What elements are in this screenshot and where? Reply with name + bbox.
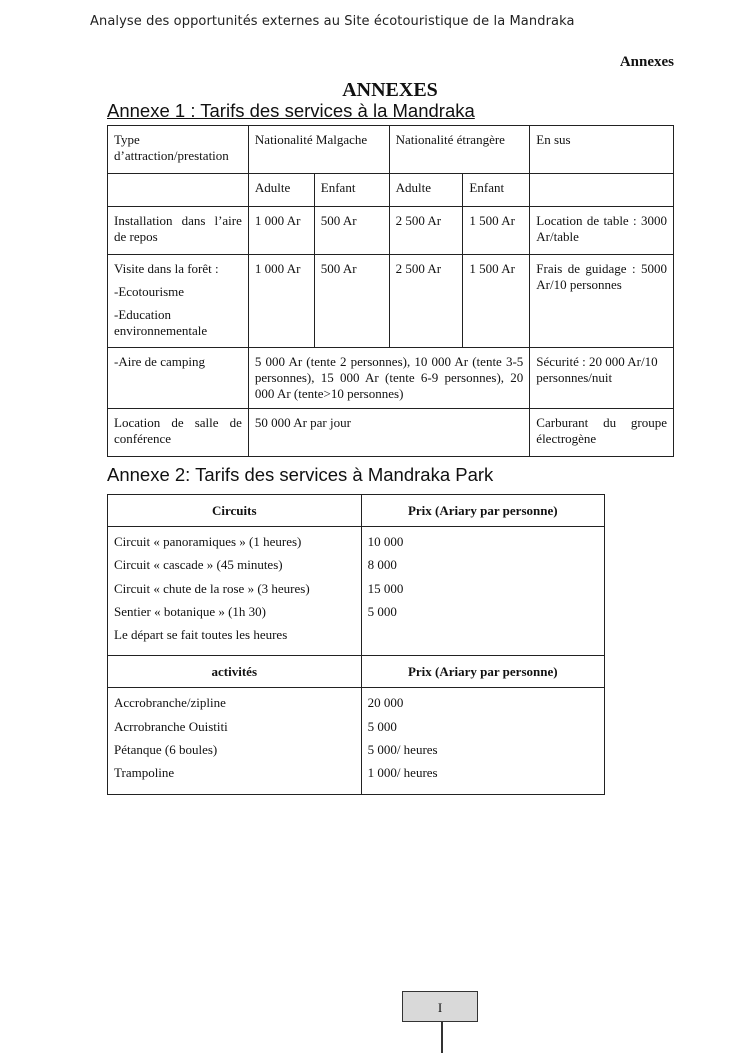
row-salle-label: Location de salle de conférence: [108, 409, 249, 457]
subheader-empty: [108, 174, 249, 207]
subheader-enfant-et: Enfant: [463, 174, 530, 207]
list-item: 10 000: [367, 534, 404, 549]
cell-en-sus: Frais de guidage : 5000 Ar/10 personnes: [530, 255, 674, 348]
tarifs-park-table: [107, 494, 605, 795]
table-row: [108, 207, 674, 255]
cell-price: 2 500 Ar: [389, 255, 463, 348]
cell-en-sus: Location de table : 3000 Ar/table: [530, 207, 674, 255]
circuits-header-row: [108, 495, 605, 527]
table-row: [108, 348, 674, 409]
page-number-stem: [441, 1022, 443, 1053]
cell-price: 500 Ar: [314, 207, 389, 255]
subheader-adulte-et: Adulte: [389, 174, 463, 207]
activites-body-row: [108, 688, 605, 794]
list-item: 8 000: [367, 557, 397, 573]
row-camping-label: -Aire de camping: [108, 348, 249, 409]
circuits-header: Circuits: [108, 495, 362, 527]
prix-header-2: Prix (Ariary par personne): [361, 656, 604, 688]
activites-prices: [361, 688, 604, 794]
list-item: 5 000: [367, 718, 397, 734]
header-malgache: Nationalité Malgache: [248, 126, 389, 174]
list-item: Trampoline: [114, 765, 175, 781]
list-item: 5 000/ heures: [367, 742, 438, 758]
cell-price: 500 Ar: [314, 255, 389, 348]
visite-sub-education: -Education environnementale: [114, 307, 208, 338]
circuits-names: [108, 527, 362, 656]
activites-names: [108, 688, 362, 794]
cell-price: 1 500 Ar: [463, 207, 530, 255]
header-etrangere: Nationalité étrangère: [389, 126, 530, 174]
cell-price: 2 500 Ar: [389, 207, 463, 255]
circuits-prices: [361, 527, 604, 656]
table-row: [108, 255, 674, 348]
subheader-enfant-mg: Enfant: [314, 174, 389, 207]
visite-title: Visite dans la forêt :: [114, 261, 219, 276]
circuits-note: Le départ se fait toutes les heures: [114, 627, 288, 643]
subheader-adulte-mg: Adulte: [248, 174, 314, 207]
list-item: Circuit « cascade » (45 minutes): [114, 557, 283, 573]
tarifs-mandraka-table: [107, 125, 674, 457]
activites-header: activités: [108, 656, 362, 688]
list-item: 1 000/ heures: [367, 765, 438, 781]
activites-header-row: [108, 656, 605, 688]
circuits-body-row: [108, 527, 605, 656]
cell-salle-tarif: 50 000 Ar par jour: [248, 409, 529, 457]
list-item: Accrobranche/zipline: [114, 695, 226, 711]
table-header-row: [108, 126, 674, 174]
prix-header: Prix (Ariary par personne): [361, 495, 604, 527]
annexe1-heading: Annexe 1 : Tarifs des services à la Mandraka: [107, 100, 475, 121]
header-en-sus: En sus: [530, 126, 674, 174]
list-item: Acrrobranche Ouistiti: [114, 718, 228, 734]
page-number: I: [402, 991, 478, 1022]
row-installation-label: Installation dans l’aire de repos: [108, 207, 249, 255]
cell-price: 1 500 Ar: [463, 255, 530, 348]
cell-price: 1 000 Ar: [248, 207, 314, 255]
page-title: ANNEXES: [342, 79, 438, 101]
cell-en-sus: Carburant du groupe électrogène: [530, 409, 674, 457]
section-label: Annexes: [619, 54, 674, 70]
list-item: 20 000: [367, 695, 404, 711]
cell-price: 1 000 Ar: [248, 255, 314, 348]
cell-camping-tarif: 5 000 Ar (tente 2 personnes), 10 000 Ar (tente 3-5 personnes), 15 000 Ar (tente 6-9 personnes), 20 000 Ar (tente>10 personnes): [248, 348, 529, 409]
cell-en-sus: Sécurité : 20 000 Ar/10 personnes/nuit: [530, 348, 674, 409]
subheader-empty-2: [530, 174, 674, 207]
list-item: Circuit « chute de la rose » (3 heures): [114, 580, 310, 596]
list-item: Pétanque (6 boules): [114, 742, 218, 758]
list-item: 5 000: [367, 603, 397, 619]
running-header: Analyse des opportunités externes au Site écotouristique de la Mandraka: [90, 14, 575, 29]
list-item: Sentier « botanique » (1h 30): [114, 603, 266, 619]
table-row: [108, 409, 674, 457]
table-subheader-row: [108, 174, 674, 207]
list-item: 15 000: [367, 580, 404, 596]
list-item: Circuit « panoramiques » (1 heures): [114, 534, 302, 549]
header-type: Type d’attraction/prestation: [108, 126, 249, 174]
annexe2-heading: Annexe 2: Tarifs des services à Mandraka Park: [107, 464, 494, 485]
visite-sub-ecotourisme: -Ecotourisme: [114, 284, 185, 299]
row-visite-label: [108, 255, 249, 348]
